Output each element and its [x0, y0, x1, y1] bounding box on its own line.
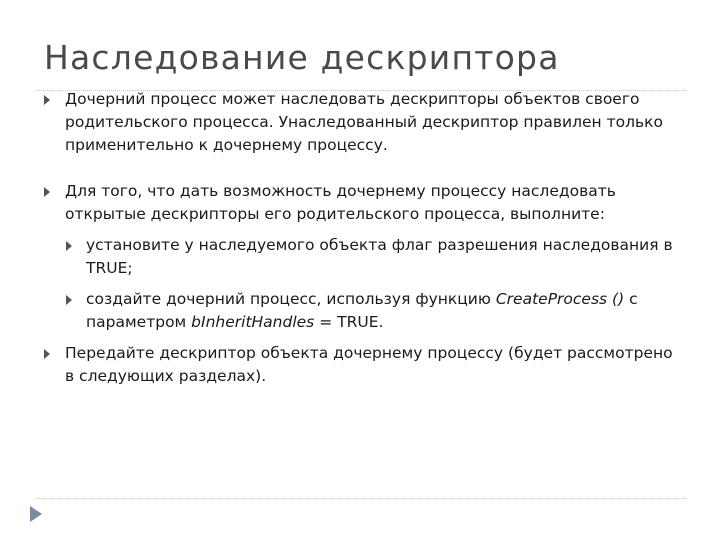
bullet-arrow-icon [44, 95, 50, 105]
bullet-item-1: Дочерний процесс может наследовать дескрипторы объектов своего родительского процесса. Унаследованный дескриптор правилен только применительно к дочернему процессу. [65, 90, 664, 154]
sub-bullet-item-2 [86, 288, 686, 334]
parameter-name: bInheritHandles [191, 313, 315, 331]
bullet-item-2: Для того, что дать возможность дочернему процессу наследовать открытые дескрипторы его родительского процесса, выполните: [65, 182, 616, 223]
next-slide-arrow-icon[interactable] [30, 506, 42, 522]
sub-bullet-text-part: с параметром [86, 290, 638, 331]
bullet-item-3: Передайте дескриптор объекта дочернему процессу (будет рассмотрено в следующих разделах). [65, 344, 673, 385]
sub-bullet-text-part: = TRUE. [314, 313, 384, 331]
slide-title: Наследование дескриптора [44, 38, 560, 77]
sub-bullet-item-1: установите у наследуемого объекта флаг разрешения наследования в TRUE; [86, 236, 673, 277]
sub-bullet-arrow-icon [66, 241, 72, 251]
bullet-arrow-icon [44, 349, 50, 359]
footer-divider [36, 498, 686, 499]
sub-bullet-arrow-icon [66, 295, 72, 305]
sub-bullet-text-part: создайте дочерний процесс, используя функцию [86, 290, 496, 308]
function-name: CreateProcess () [495, 290, 625, 308]
bullet-arrow-icon [44, 187, 50, 197]
